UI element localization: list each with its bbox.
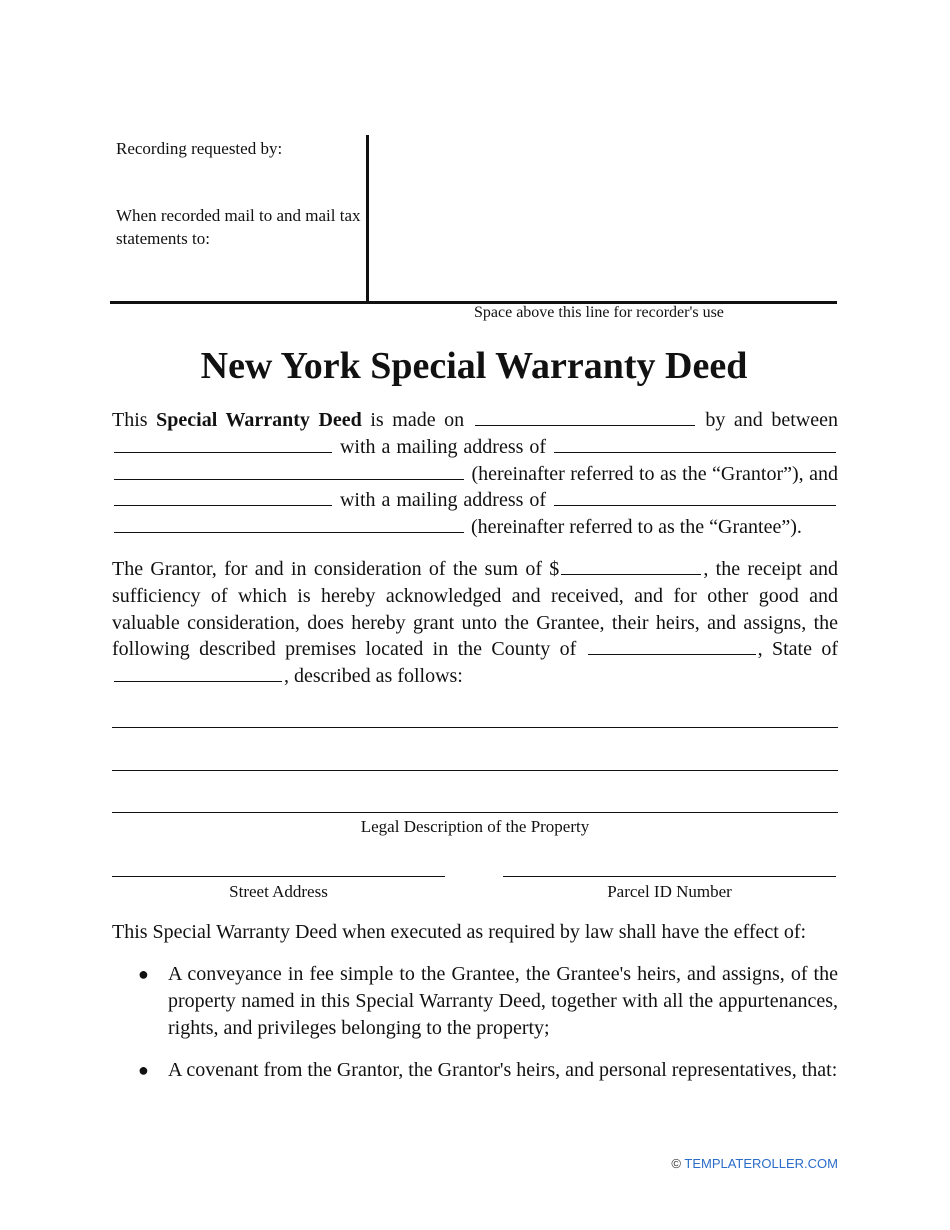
text-grant: , the receipt and sufficiency of which is hereby acknowledged and received, and for other good and valuable consideration, does hereby grant unto the Grantee, their heirs, and assigns, the following described premises located in the County of (112, 558, 838, 661)
parcel-id-line[interactable] (503, 876, 836, 877)
grantor-address-blank-1[interactable] (554, 434, 836, 453)
grantor-name-blank[interactable] (114, 434, 332, 453)
grantor-address-blank-2[interactable] (114, 461, 464, 480)
recorder-space-note: Space above this line for recorder's use (474, 304, 724, 321)
bullet-covenant: A covenant from the Grantor, the Grantor's heirs, and personal representatives, that: (168, 1059, 838, 1081)
state-blank[interactable] (114, 663, 282, 682)
recording-requested-label: Recording requested by: (116, 139, 283, 158)
bullet-conveyance: A conveyance in fee simple to the Grantee, the Grantee's heirs, and assigns, of the property named in this Special Warranty Deed, together with all the appurtenances, rights, and privileges belonging to the property; (168, 963, 838, 1039)
mail-to-label: When recorded mail to and mail tax statements to: (116, 206, 361, 248)
parties-paragraph (112, 407, 838, 541)
text-mailing-address-1: with a mailing address of (339, 435, 547, 458)
deed-name-bold: Special Warranty Deed (156, 409, 362, 431)
text-made-on: is made on (370, 409, 465, 431)
parcel-id-caption: Parcel ID Number (607, 882, 732, 901)
copyright-symbol: © (671, 1156, 681, 1171)
grantee-address-blank-2[interactable] (114, 514, 464, 533)
text-state-of: , State of (757, 638, 839, 661)
text-consideration: The Grantor, for and in consideration of the sum of $ (112, 558, 560, 580)
legal-description-line-3[interactable] (112, 812, 838, 813)
street-address-line[interactable] (112, 876, 445, 877)
text-grantee-ref: (hereinafter referred to as the “Grantee”). (471, 516, 802, 539)
text-mailing-address-2: with a mailing address of (339, 489, 547, 512)
legal-description-line-1[interactable] (112, 727, 838, 728)
county-blank[interactable] (588, 636, 756, 655)
footer-link[interactable] (671, 1156, 838, 1171)
text-described-as: , described as follows: (284, 665, 463, 688)
recording-box-divider (366, 135, 369, 301)
grantee-address-blank-1[interactable] (554, 487, 836, 506)
text-by-and-between: by and between (705, 409, 839, 431)
text-grantor-ref: (hereinafter referred to as the “Grantor”), and (471, 462, 839, 485)
legal-description-caption: Legal Description of the Property (360, 817, 590, 836)
text-this: This (112, 409, 148, 431)
sum-blank[interactable] (561, 556, 701, 575)
consideration-paragraph (112, 556, 838, 690)
bullet-icon: ● (138, 964, 149, 984)
grantee-name-blank[interactable] (114, 487, 332, 506)
document-title: New York Special Warranty Deed (200, 345, 748, 387)
legal-description-line-2[interactable] (112, 770, 838, 771)
effect-paragraph: This Special Warranty Deed when executed as required by law shall have the effect of: (112, 921, 807, 943)
date-blank[interactable] (475, 407, 695, 426)
bullet-icon: ● (138, 1060, 149, 1080)
templateroller-link[interactable]: TEMPLATEROLLER.COM (684, 1156, 838, 1171)
street-address-caption: Street Address (229, 882, 328, 901)
